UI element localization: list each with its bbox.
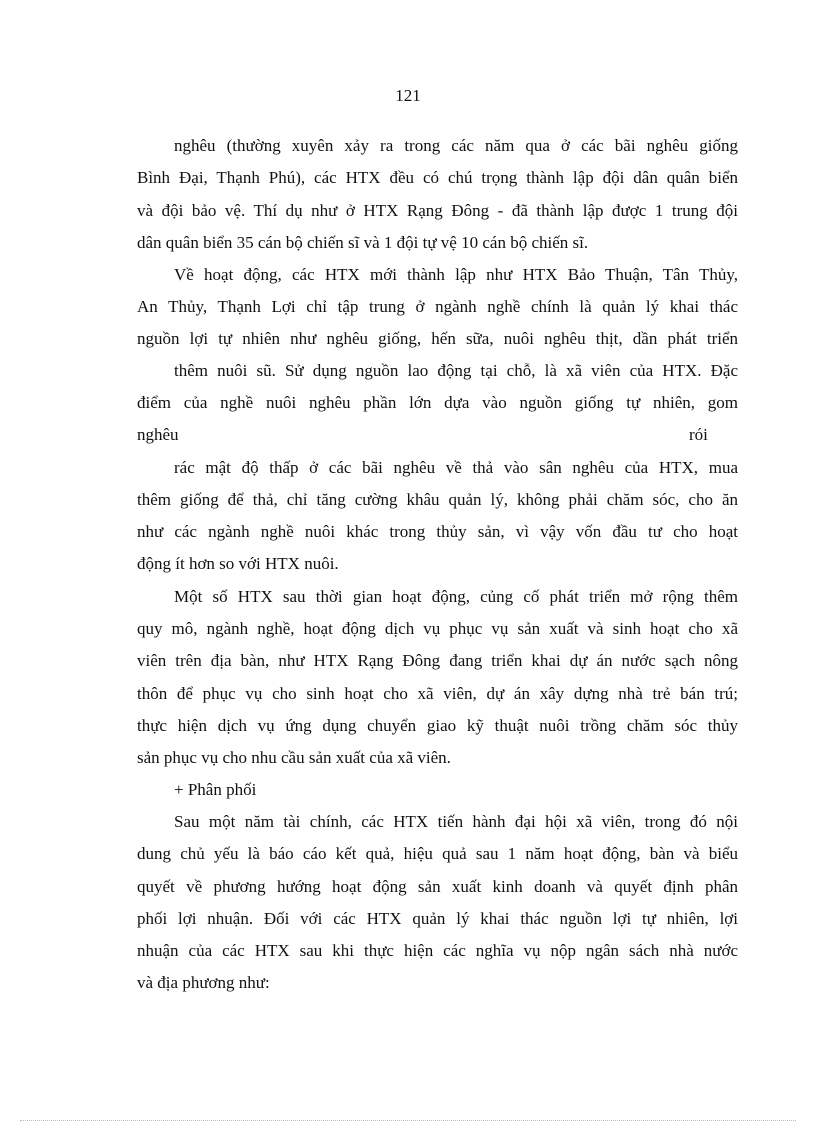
text-line: viên trên địa bàn, như HTX Rạng Đông đang triển khai dự án nước sạch nông [137, 651, 738, 670]
text-line: sản phục vụ cho nhu cầu sản xuất của xã viên. [137, 748, 451, 767]
text-line: Một số HTX sau thời gian hoạt động, củng cố phát triển mở rộng thêm [174, 587, 738, 606]
text-line: và đội bảo vệ. Thí dụ như ở HTX Rạng Đông - đã thành lập được 1 trung đội [137, 201, 738, 220]
text-line: Bình Đại, Thạnh Phú), các HTX đều có chú trọng thành lập đội dân quân biển [137, 168, 738, 187]
text-line: phối lợi nhuận. Đối với các HTX quản lý khai thác nguồn lợi tự nhiên, lợi [137, 909, 738, 928]
text-line: rác mật độ thấp ở các bãi nghêu về thả vào sân nghêu của HTX, mua [174, 458, 738, 477]
text-line: thực hiện dịch vụ ứng dụng chuyển giao kỹ thuật nuôi trồng chăm sóc thủy [137, 716, 738, 735]
text-line: nhuận của các HTX sau khi thực hiện các nghĩa vụ nộp ngân sách nhà nước [137, 941, 738, 960]
text-line: thêm nuôi sũ. Sử dụng nguồn lao động tại chỗ, là xã viên của HTX. Đặc [174, 361, 738, 380]
footer-divider [20, 1120, 796, 1121]
text-line: thêm giống để thả, chỉ tăng cường khâu quản lý, không phải chăm sóc, cho ăn [137, 490, 738, 509]
text-line: nguồn lợi tự nhiên như nghêu giống, hến sữa, nuôi nghêu thịt, dần phát triển [137, 329, 738, 348]
page-number: 121 [395, 86, 421, 105]
text-line: rói [689, 425, 708, 444]
text-line: như các ngành nghề nuôi khác trong thủy sản, vì vậy vốn đầu tư cho hoạt [137, 522, 738, 541]
section-heading: + Phân phối [174, 780, 257, 799]
text-line: dung chủ yếu là báo cáo kết quả, hiệu quả sau 1 năm hoạt động, bàn và biểu [137, 844, 738, 863]
text-line: dân quân biển 35 cán bộ chiến sĩ và 1 đội tự vệ 10 cán bộ chiến sĩ. [137, 233, 589, 252]
text-line: thôn để phục vụ cho sinh hoạt cho xã viên, dự án xây dựng nhà trẻ bán trú; [137, 684, 738, 703]
text-line: Về hoạt động, các HTX mới thành lập như HTX Bảo Thuận, Tân Thủy, [174, 265, 738, 284]
text-line: An Thủy, Thạnh Lợi chỉ tập trung ở ngành nghề chính là quản lý khai thác [137, 297, 738, 316]
text-line: Sau một năm tài chính, các HTX tiến hành đại hội xã viên, trong đó nội [174, 812, 738, 831]
text-line: nghêu (thường xuyên xảy ra trong các năm qua ở các bãi nghêu giống [174, 136, 738, 155]
text-line: nghêu [137, 425, 179, 444]
text-line: quyết về phương hướng hoạt động sản xuất kinh doanh và quyết định phân [137, 877, 738, 896]
text-line: động ít hơn so với HTX nuôi. [137, 554, 339, 573]
text-line: quy mô, ngành nghề, hoạt động dịch vụ phục vụ sản xuất và sinh hoạt cho xã [137, 619, 738, 638]
text-line: điểm của nghề nuôi nghêu phần lớn dựa vào nguồn giống tự nhiên, gom [137, 393, 738, 412]
text-line: và địa phương như: [137, 973, 270, 992]
